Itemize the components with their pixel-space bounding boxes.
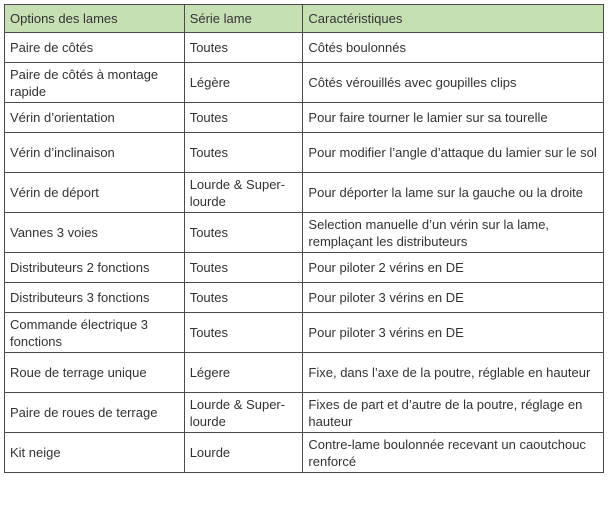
header-options: Options des lames [5, 5, 185, 33]
serie-cell: Lourde [184, 433, 303, 473]
option-cell: Roue de terrage unique [5, 353, 185, 393]
serie-cell: Légère [184, 63, 303, 103]
table-row [5, 393, 604, 433]
serie-cell: Légere [184, 353, 303, 393]
serie-cell: Toutes [184, 33, 303, 63]
table-row [5, 433, 604, 473]
caracteristique-cell: Selection manuelle d’un vérin sur la lame, remplaçant les distributeurs [303, 213, 604, 253]
option-cell: Vérin de déport [5, 173, 185, 213]
caracteristique-cell: Pour piloter 3 vérins en DE [303, 283, 604, 313]
option-cell: Paire de côtés à montage rapide [5, 63, 185, 103]
table-header-row [5, 5, 604, 33]
table-row [5, 213, 604, 253]
caracteristique-cell: Fixes de part et d’autre de la poutre, réglage en hauteur [303, 393, 604, 433]
caracteristique-cell: Côtés boulonnés [303, 33, 604, 63]
table-row [5, 313, 604, 353]
table-row [5, 283, 604, 313]
option-cell: Commande électrique 3 fonctions [5, 313, 185, 353]
serie-cell: Toutes [184, 103, 303, 133]
table-row [5, 253, 604, 283]
caracteristique-cell: Côtés vérouillés avec goupilles clips [303, 63, 604, 103]
table-row [5, 353, 604, 393]
option-cell: Vannes 3 voies [5, 213, 185, 253]
table-row [5, 173, 604, 213]
header-caracteristiques: Caractéristiques [303, 5, 604, 33]
option-cell: Vérin d’inclinaison [5, 133, 185, 173]
option-cell: Distributeurs 3 fonctions [5, 283, 185, 313]
option-cell: Paire de côtés [5, 33, 185, 63]
caracteristique-cell: Pour piloter 3 vérins en DE [303, 313, 604, 353]
serie-cell: Toutes [184, 253, 303, 283]
table-row [5, 133, 604, 173]
table-row [5, 33, 604, 63]
serie-cell: Toutes [184, 283, 303, 313]
caracteristique-cell: Fixe, dans l’axe de la poutre, réglable en hauteur [303, 353, 604, 393]
options-table [4, 4, 604, 473]
option-cell: Paire de roues de terrage [5, 393, 185, 433]
serie-cell: Toutes [184, 133, 303, 173]
option-cell: Vérin d’orientation [5, 103, 185, 133]
serie-cell: Toutes [184, 313, 303, 353]
table-row [5, 103, 604, 133]
caracteristique-cell: Pour déporter la lame sur la gauche ou la droite [303, 173, 604, 213]
serie-cell: Lourde & Super-lourde [184, 393, 303, 433]
caracteristique-cell: Pour piloter 2 vérins en DE [303, 253, 604, 283]
option-cell: Kit neige [5, 433, 185, 473]
header-serie: Série lame [184, 5, 303, 33]
option-cell: Distributeurs 2 fonctions [5, 253, 185, 283]
caracteristique-cell: Pour modifier l’angle d’attaque du lamier sur le sol [303, 133, 604, 173]
table-row [5, 63, 604, 103]
caracteristique-cell: Contre-lame boulonnée recevant un caoutchouc renforcé [303, 433, 604, 473]
caracteristique-cell: Pour faire tourner le lamier sur sa tourelle [303, 103, 604, 133]
serie-cell: Toutes [184, 213, 303, 253]
serie-cell: Lourde & Super-lourde [184, 173, 303, 213]
